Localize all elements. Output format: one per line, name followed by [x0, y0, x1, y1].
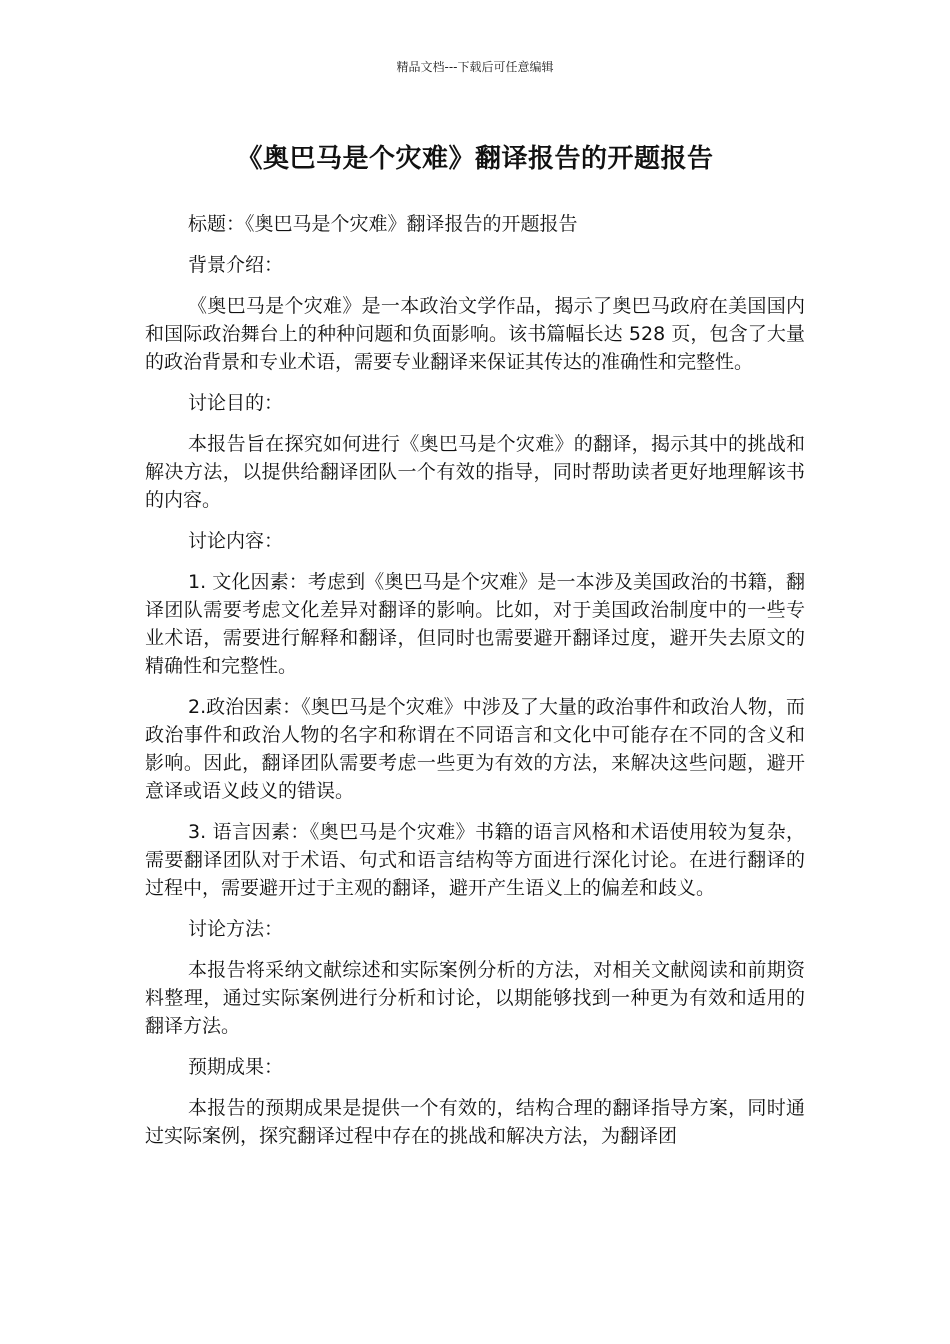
- section-heading-background: 背景介绍：: [188, 254, 284, 276]
- section-heading-content: 讨论内容：: [188, 530, 284, 552]
- paragraph-political-factors: 2.政治因素：《奥巴马是个灾难》中涉及了大量的政治事件和政治人物，而政治事件和政治人物的名字和称谓在不同语言和文化中可能存在不同的含义和影响。因此，翻译团队需要考虑一些更为有效的方法，来解决这些问题，避开意译或语义歧义的错误。: [145, 696, 805, 802]
- paragraph-outcome: 本报告的预期成果是提供一个有效的，结构合理的翻译指导方案，同时通过实际案例，探究翻译过程中存在的挑战和解决方法，为翻译团: [145, 1097, 805, 1147]
- document-title: 《奥巴马是个灾难》翻译报告的开题报告: [236, 144, 714, 174]
- paragraph-method: 本报告将采纳文献综述和实际案例分析的方法，对相关文献阅读和前期资料整理，通过实际案例进行分析和讨论，以期能够找到一种更为有效和适用的翻译方法。: [145, 959, 805, 1037]
- document-body: [145, 210, 805, 1163]
- paragraph-cultural-factors: 1. 文化因素：考虑到《奥巴马是个灾难》是一本涉及美国政治的书籍，翻译团队需要考虑文化差异对翻译的影响。比如，对于美国政治制度中的一些专业术语，需要进行解释和翻译，但同时也需要避开翻译过度，避开失去原文的精确性和完整性。: [145, 571, 805, 677]
- section-heading-method: 讨论方法：: [188, 918, 284, 940]
- paragraph-background: 《奥巴马是个灾难》是一本政治文学作品，揭示了奥巴马政府在美国国内和国际政治舞台上的种种问题和负面影响。该书篇幅长达 528 页，包含了大量的政治背景和专业术语，需要专业翻译来保证其传达的准确性和完整性。: [145, 295, 805, 373]
- section-heading-purpose: 讨论目的：: [188, 392, 284, 414]
- title-line: 标题：《奥巴马是个灾难》翻译报告的开题报告: [188, 213, 578, 235]
- paragraph-purpose: 本报告旨在探究如何进行《奥巴马是个灾难》的翻译，揭示其中的挑战和解决方法，以提供给翻译团队一个有效的指导，同时帮助读者更好地理解该书的内容。: [145, 433, 805, 511]
- page-header: 精品文档---下载后可任意编辑: [396, 60, 554, 74]
- section-heading-outcome: 预期成果：: [188, 1056, 284, 1078]
- paragraph-language-factors: 3. 语言因素：《奥巴马是个灾难》书籍的语言风格和术语使用较为复杂，需要翻译团队对于术语、句式和语言结构等方面进行深化讨论。在进行翻译的过程中，需要避开过于主观的翻译，避开产生语义上的偏差和歧义。: [145, 821, 805, 899]
